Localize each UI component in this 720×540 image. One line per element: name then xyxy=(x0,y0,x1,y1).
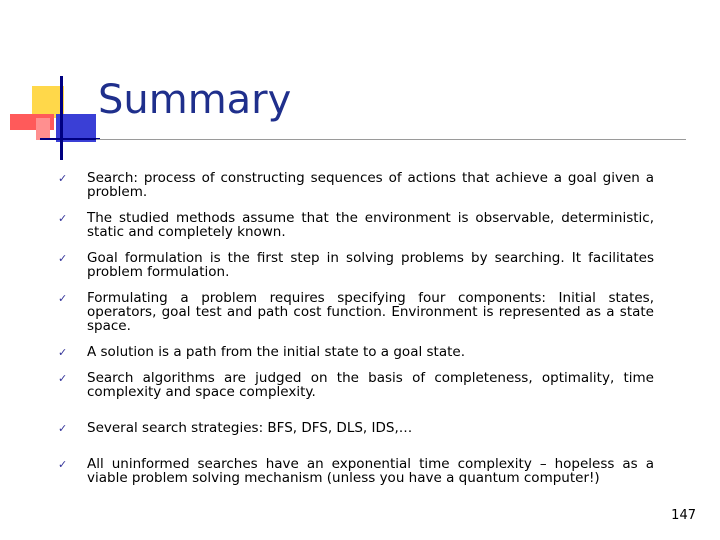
check-icon: ✓ xyxy=(58,252,68,265)
logo-pink-square xyxy=(36,118,50,140)
bullet-item xyxy=(58,171,654,199)
check-icon: ✓ xyxy=(58,458,68,471)
bullet-text: Search algorithms are judged on the basis of completeness, optimality, time complexity and space complexity. xyxy=(87,370,654,400)
logo-vertical-line xyxy=(60,76,63,160)
check-icon: ✓ xyxy=(58,346,68,359)
bullet-text: Several search strategies: BFS, DFS, DLS, IDS,… xyxy=(87,420,413,436)
bullet-item xyxy=(58,371,654,399)
bullet-item xyxy=(58,345,654,359)
check-icon: ✓ xyxy=(58,172,68,185)
page-number: 147 xyxy=(671,508,696,523)
bullet-text: All uninformed searches have an exponential time complexity – hopeless as a viable problem solving mechanism (unless you have a quantum computer!) xyxy=(87,456,654,486)
bullet-item xyxy=(58,457,654,485)
bullet-item xyxy=(58,211,654,239)
slide-title: Summary xyxy=(98,77,292,123)
bullet-text: Goal formulation is the first step in solving problems by searching. It facilitates problem formulation. xyxy=(87,250,654,280)
check-icon: ✓ xyxy=(58,212,68,225)
logo-horizontal-line xyxy=(40,138,100,140)
check-icon: ✓ xyxy=(58,292,68,305)
bullet-text: The studied methods assume that the environment is observable, deterministic, static and completely known. xyxy=(87,210,654,240)
bullet-item xyxy=(58,421,654,435)
bullet-text: A solution is a path from the initial state to a goal state. xyxy=(87,344,465,360)
bullet-list xyxy=(58,166,654,485)
bullet-item xyxy=(58,291,654,333)
check-icon: ✓ xyxy=(58,422,68,435)
bullet-text: Formulating a problem requires specifying four components: Initial states, operators, goal test and path cost function. Environment is represented as a state space. xyxy=(87,290,654,334)
bullet-item xyxy=(58,251,654,279)
bullet-text: Search: process of constructing sequences of actions that achieve a goal given a problem. xyxy=(87,170,654,200)
title-underline xyxy=(96,139,686,140)
check-icon: ✓ xyxy=(58,372,68,385)
